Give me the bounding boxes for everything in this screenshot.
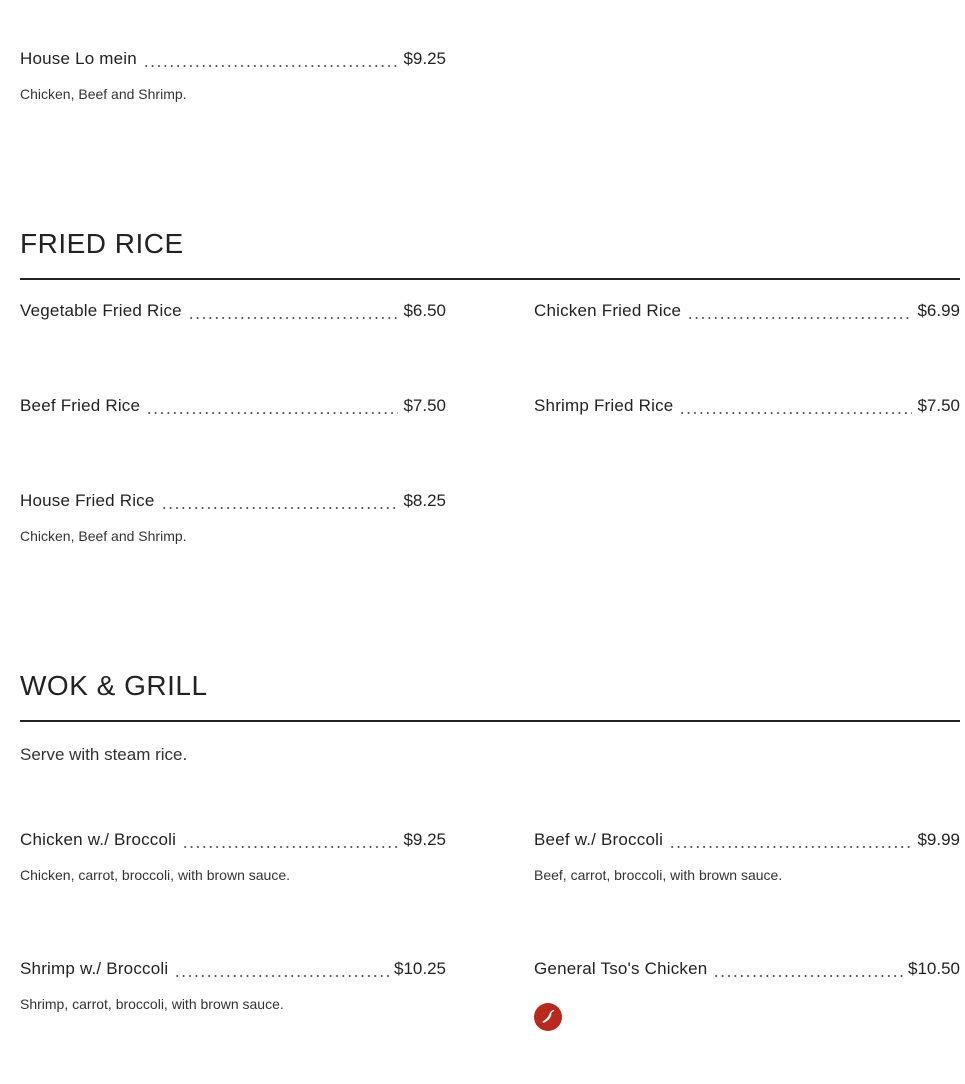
item-price: $10.25	[394, 959, 446, 978]
item-name: Beef w./ Broccoli	[534, 830, 664, 849]
item-price: $9.99	[917, 830, 960, 849]
item-price: $6.99	[917, 301, 960, 320]
dot-leader	[687, 316, 912, 320]
dot-leader	[188, 316, 399, 320]
item-price: $7.50	[403, 396, 446, 415]
dot-leader	[174, 974, 389, 978]
dot-leader	[713, 974, 903, 978]
section-divider	[20, 720, 960, 722]
item-description: Chicken, Beef and Shrimp.	[20, 86, 187, 102]
item-price: $10.50	[908, 959, 960, 978]
menu-item-general-tsos-chicken	[534, 959, 960, 983]
item-price: $9.25	[403, 830, 446, 849]
chili-pepper-icon	[534, 1003, 562, 1031]
item-name: House Fried Rice	[20, 491, 155, 510]
section-title-wok-grill: WOK & GRILL	[20, 670, 208, 701]
item-name: Shrimp w./ Broccoli	[20, 959, 169, 978]
menu-item-shrimp-fried-rice	[534, 396, 960, 420]
item-price: $6.50	[403, 301, 446, 320]
item-description: Beef, carrot, broccoli, with brown sauce.	[534, 867, 783, 883]
item-name: Vegetable Fried Rice	[20, 301, 182, 320]
dot-leader	[161, 506, 399, 510]
dot-leader	[669, 845, 912, 849]
item-price: $8.25	[403, 491, 446, 510]
dot-leader	[146, 411, 398, 415]
item-name: General Tso's Chicken	[534, 959, 708, 978]
item-name: Beef Fried Rice	[20, 396, 141, 415]
menu-item-beef-broccoli	[534, 830, 960, 883]
item-description: Chicken, Beef and Shrimp.	[20, 528, 187, 544]
menu-item-chicken-broccoli	[20, 830, 446, 883]
menu-item-beef-fried-rice	[20, 396, 446, 420]
item-name: Chicken w./ Broccoli	[20, 830, 177, 849]
item-price: $7.50	[917, 396, 960, 415]
dot-leader	[679, 411, 912, 415]
item-name: Shrimp Fried Rice	[534, 396, 674, 415]
item-description: Chicken, carrot, broccoli, with brown sauce.	[20, 867, 290, 883]
item-price: $9.25	[403, 49, 446, 68]
item-name: House Lo mein	[20, 49, 137, 68]
item-name: Chicken Fried Rice	[534, 301, 682, 320]
dot-leader	[143, 64, 399, 68]
section-divider	[20, 278, 960, 280]
menu-item-vegetable-fried-rice	[20, 301, 446, 325]
menu-item-shrimp-broccoli	[20, 959, 446, 1012]
section-title-fried-rice: FRIED RICE	[20, 228, 184, 259]
dot-leader	[182, 845, 398, 849]
item-description: Shrimp, carrot, broccoli, with brown sauce.	[20, 996, 284, 1012]
menu-item-chicken-fried-rice	[534, 301, 960, 325]
menu-item-house-lo-mein	[20, 49, 446, 102]
menu-item-house-fried-rice	[20, 491, 446, 544]
section-note: Serve with steam rice.	[20, 745, 188, 764]
